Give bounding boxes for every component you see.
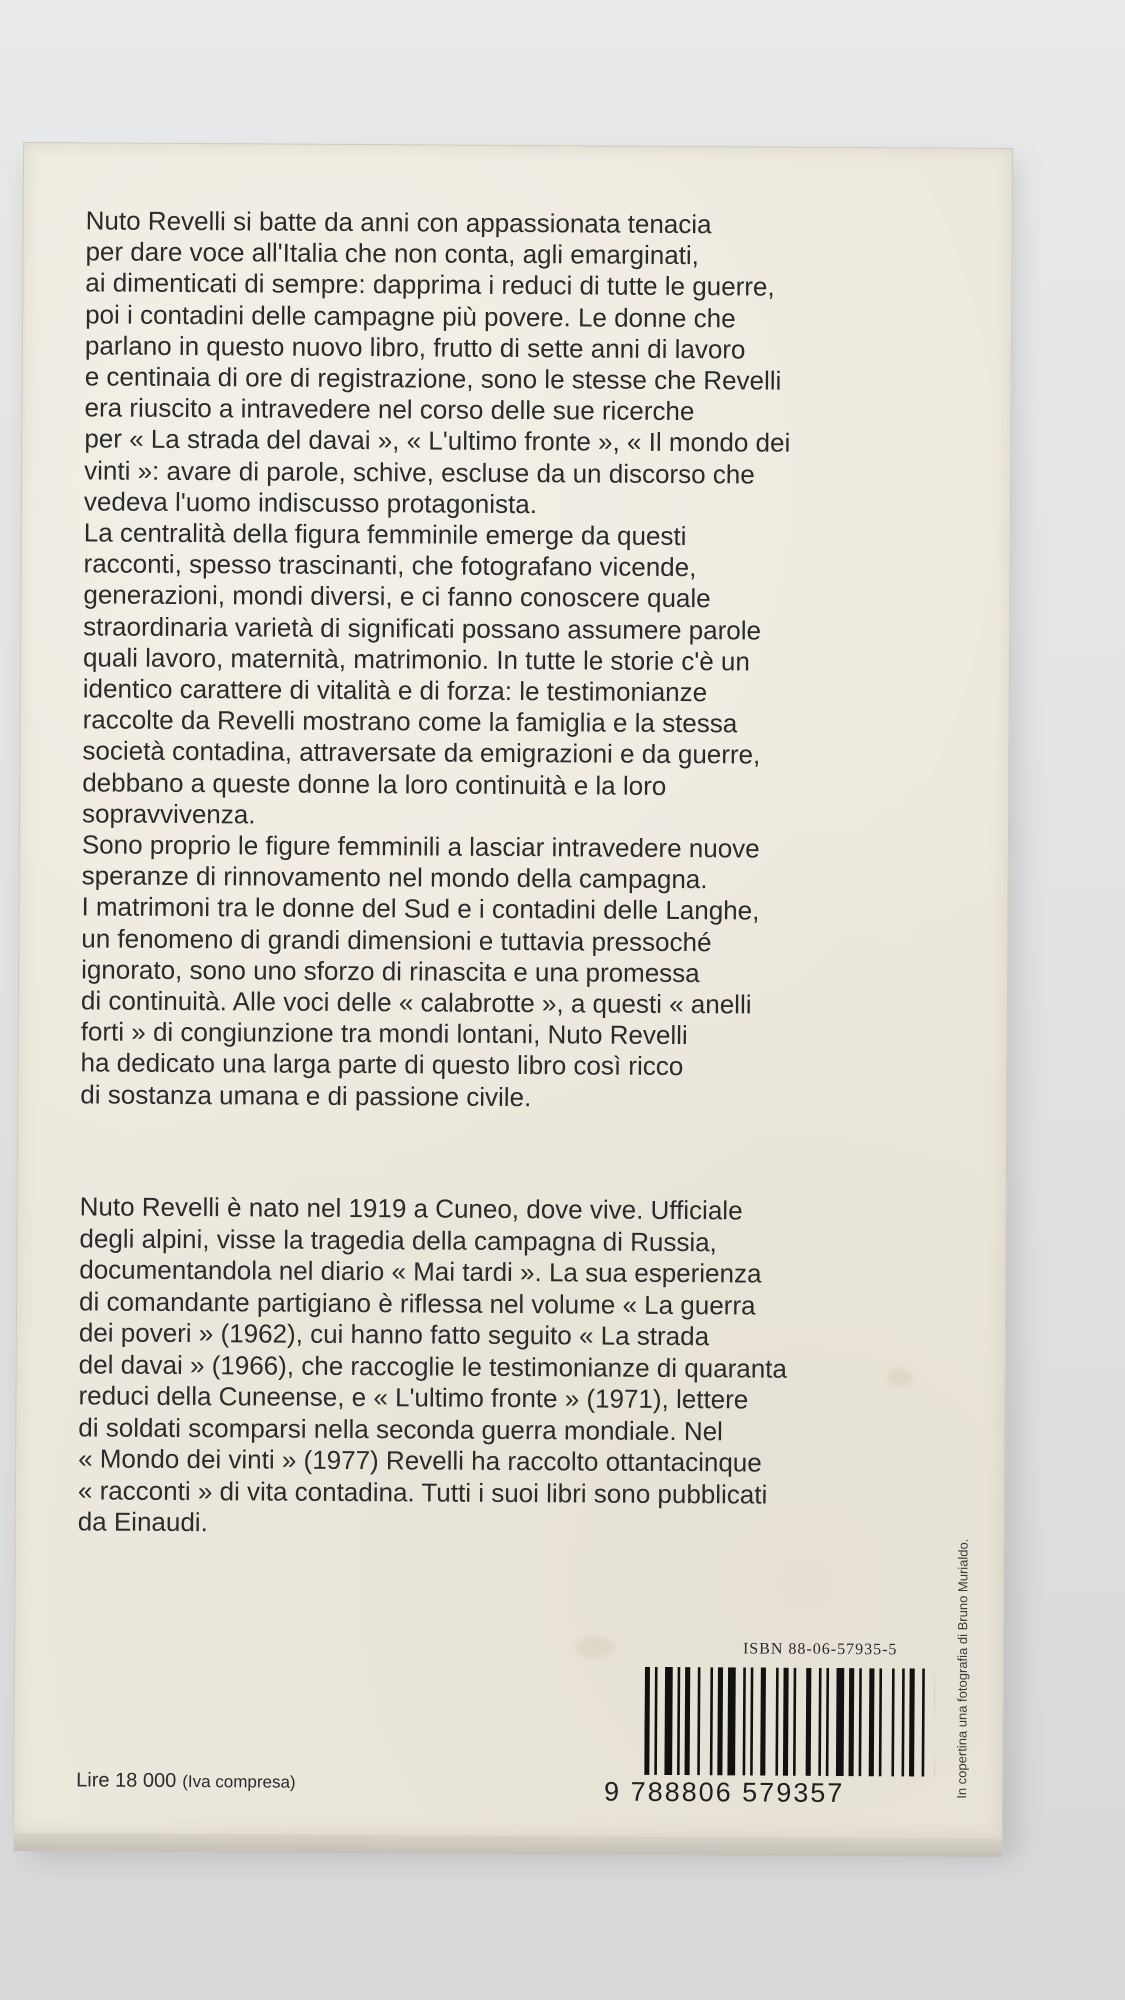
author-bio-text — [78, 1191, 950, 1543]
barcode-bar — [806, 1668, 812, 1776]
blurb-line: un fenomeno di grandi dimensioni e tuttavia pressoché — [81, 923, 712, 957]
blurb-line: debbano a queste donne la loro continuità e la loro — [82, 767, 667, 801]
barcode-bar — [685, 1667, 691, 1775]
barcode-bar — [760, 1668, 766, 1776]
isbn-label: ISBN 88-06-57935-5 — [742, 1640, 898, 1659]
barcode-bar — [654, 1667, 657, 1775]
barcode-bar — [891, 1668, 894, 1776]
blurb-line: per « La strada del davai », « L'ultimo fronte », « Il mondo dei — [84, 423, 791, 459]
bio-line: di comandante partigiano è riflessa nel volume « La guerra — [79, 1285, 756, 1320]
blurb-line: ha dedicato una larga parte di questo libro così ricco — [80, 1047, 684, 1082]
barcode-bar — [826, 1668, 829, 1776]
blurb-line: vedeva l'uomo indiscusso protagonista. — [83, 486, 538, 519]
bio-line: di soldati scomparsi nella seconda guerra mondiale. Nel — [78, 1411, 723, 1446]
blurb-text — [80, 205, 956, 1115]
barcode-bar — [697, 1667, 700, 1775]
barcode-bar — [818, 1668, 821, 1776]
blurb-line: I matrimoni tra le donne del Sud e i contadini delle Langhe, — [81, 891, 760, 926]
barcode-bar — [783, 1668, 789, 1776]
barcode-bar — [902, 1668, 905, 1776]
barcode-bar — [743, 1667, 746, 1775]
paper-stain — [575, 1636, 615, 1658]
blurb-line: era riuscito a intravedere nel corso delle sue ricerche — [84, 392, 695, 427]
blurb-line: speranze di rinnovamento nel mondo della campagna. — [81, 860, 708, 895]
barcode-bar — [836, 1668, 844, 1776]
price-value: Lire 18 000 — [76, 1769, 177, 1792]
barcode-bar — [793, 1668, 796, 1776]
blurb-line: di continuità. Alle voci delle « calabrotte », a questi « anelli — [80, 985, 752, 1020]
vat-note: (Iva compresa) — [182, 1771, 296, 1792]
barcode-bar — [849, 1668, 855, 1776]
bio-line: reduci della Cuneense, e « L'ultimo fronte » (1971), lettere — [78, 1380, 749, 1415]
blurb-line: società contadina, attraversate da emigrazioni e da guerre, — [82, 735, 761, 770]
barcode-bar — [879, 1668, 882, 1776]
bio-line: « racconti » di vita contadina. Tutti i suoi libri sono pubblicati — [77, 1474, 768, 1510]
barcode-bar — [727, 1667, 735, 1775]
blurb-line: ignorato, sono uno sforzo di rinascita e una promessa — [81, 954, 700, 989]
barcode-bar — [644, 1667, 650, 1775]
barcode-bar — [909, 1668, 915, 1776]
blurb-line: sopravvivenza. — [81, 798, 256, 830]
bio-line: « Mondo dei vinti » (1977) Revelli ha raccolto ottantacinque — [78, 1443, 762, 1478]
photo-credit: In copertina una fotografia di Bruno Murialdo. — [954, 1538, 971, 1799]
blurb-line: straordinaria varietà di significati possano assumere parole — [83, 611, 762, 646]
barcode-bar — [717, 1667, 723, 1775]
blurb-line: vinti »: avare di parole, schive, escluse da un discorso che — [84, 454, 755, 490]
book-back-cover — [13, 142, 1013, 1840]
blurb-line: forti » di congiunzione tra mondi lontani, Nuto Revelli — [80, 1016, 688, 1051]
price-label — [76, 1769, 296, 1793]
blurb-line: parlano in questo nuovo libro, frutto di sette anni di lavoro — [84, 330, 746, 365]
bio-line: Nuto Revelli è nato nel 1919 a Cuneo, dove vive. Ufficiale — [79, 1191, 743, 1226]
bio-line: da Einaudi. — [77, 1506, 208, 1538]
blurb-line: raccolte da Revelli mostrano come la famiglia e la stessa — [82, 704, 738, 739]
blurb-line: ai dimenticati di sempre: dapprima i reduci di tutte le guerre, — [85, 267, 775, 302]
barcode-bar — [710, 1667, 713, 1775]
barcode-bar — [934, 1669, 935, 1777]
blurb-line: per dare voce all'Italia che non conta, agli emarginati, — [85, 236, 700, 271]
blurb-line: quali lavoro, maternità, matrimonio. In tutte le storie c'è un — [82, 642, 750, 677]
bio-line: del davai » (1966), che raccoglie le testimonianze di quaranta — [78, 1348, 788, 1384]
bio-line: documentandola nel diario « Mai tardi ». La sua esperienza — [79, 1254, 762, 1289]
barcode-bar — [869, 1668, 875, 1776]
blurb-line: Sono proprio le figure femminili a lasciar intravedere nuove — [81, 829, 760, 864]
barcode-bar — [750, 1667, 753, 1775]
blurb-line: di sostanza umana e di passione civile. — [80, 1079, 532, 1112]
barcode-bar — [922, 1669, 925, 1777]
barcode-bar — [664, 1667, 672, 1775]
blurb-line: identico carattere di vitalità e di forza: le testimonianze — [82, 673, 708, 708]
barcode-bar — [859, 1668, 862, 1776]
bio-line: degli alpini, visse la tragedia della campagna di Russia, — [79, 1222, 717, 1257]
bio-line: dei poveri » (1962), cui hanno fatto seguito « La strada — [78, 1317, 710, 1352]
blurb-line: racconti, spesso trascinanti, che fotografano vicende, — [83, 548, 697, 583]
blurb-line: generazioni, mondi diversi, e ci fanno conoscere quale — [83, 579, 711, 614]
blurb-line: poi i contadini delle campagne più povere. Le donne che — [85, 298, 736, 333]
barcode-bar — [775, 1668, 778, 1776]
blurb-line: e centinaia di ore di registrazione, sono le stesse che Revelli — [84, 361, 782, 396]
blurb-line: Nuto Revelli si batte da anni con appassionata tenacia — [85, 205, 712, 240]
barcode-digits: 9 788806 579357 — [604, 1776, 845, 1809]
barcode-bar — [677, 1667, 680, 1775]
blurb-line: La centralità della figura femminile emerge da questi — [83, 517, 687, 552]
